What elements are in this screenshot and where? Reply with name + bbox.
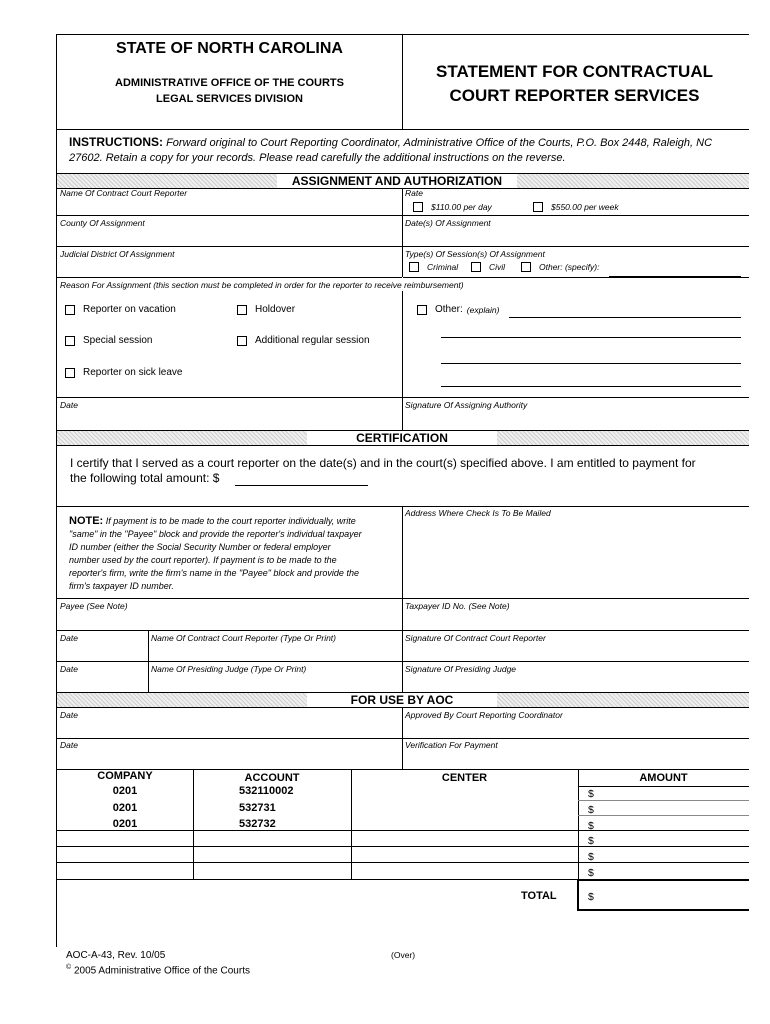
sick-leave-option[interactable] [65, 367, 183, 378]
row-line [57, 215, 749, 216]
header-divider [402, 35, 403, 129]
holdover-label: Holdover [255, 304, 296, 315]
county-label: County Of Assignment [60, 218, 145, 228]
amount-row-2[interactable]: $ [588, 804, 594, 816]
amount-row-4[interactable]: $ [588, 835, 594, 847]
vacation-checkbox[interactable] [65, 305, 75, 315]
row-line [57, 738, 749, 739]
reason-label: Reason For Assignment (this section must be completed in order for the reporter to receive reimbursement) [60, 280, 464, 290]
civil-label: Civil [489, 262, 506, 272]
note-label: NOTE: [69, 515, 104, 527]
copyright-text: 2005 Administrative Office of the Courts [73, 965, 250, 977]
certify-text-2: the following total amount: $ [70, 471, 220, 485]
header-bottom-line [57, 129, 749, 130]
approved-by-label: Approved By Court Reporting Coordinator [405, 710, 563, 720]
aoc-date-label-1: Date [60, 710, 78, 720]
office-name: ADMINISTRATIVE OFFICE OF THE COURTS [115, 77, 344, 89]
special-session-option[interactable] [65, 335, 152, 346]
explain-line-2[interactable] [441, 337, 741, 338]
payee-label: Payee (See Note) [60, 601, 128, 611]
assigning-authority-signature-label: Signature Of Assigning Authority [405, 400, 528, 410]
explain-line-1[interactable] [509, 317, 741, 318]
row-line [57, 506, 749, 507]
explain-line-4[interactable] [441, 386, 741, 387]
col-account: ACCOUNT [244, 772, 300, 784]
district-label: Judicial District Of Assignment [60, 249, 175, 259]
special-session-label: Special session [83, 335, 153, 346]
note-line-3: ID number (either the Social Security Number or federal employer [69, 542, 331, 552]
note-line-5: reporter's firm, write the firm's name in the "Payee" block and provide the [69, 568, 359, 578]
certify-text-1: I certify that I served as a court reporter on the date(s) and in the court(s) specified above. I am entitled to payment for [70, 456, 696, 470]
amount-row-line [578, 800, 749, 801]
row-2-company: 0201 [112, 802, 138, 814]
reason-gap [402, 277, 403, 291]
row-line [57, 661, 749, 662]
rate-week-option[interactable] [533, 202, 619, 212]
civil-option[interactable] [471, 262, 505, 272]
row-line [57, 277, 749, 278]
rate-label: Rate [405, 188, 423, 198]
form-id: AOC-A-43, Rev. 10/05 [66, 950, 166, 961]
amount-row-5[interactable]: $ [588, 851, 594, 863]
assignment-divider [402, 189, 403, 430]
row-line [57, 246, 749, 247]
assignment-section-title: ASSIGNMENT AND AUTHORIZATION [277, 174, 517, 188]
reporter-signature-label: Signature Of Contract Court Reporter [405, 633, 546, 643]
criminal-label: Criminal [427, 262, 459, 272]
copyright-symbol: © [66, 964, 72, 971]
total-amount-line[interactable] [235, 485, 368, 486]
additional-session-checkbox[interactable] [237, 336, 247, 346]
sick-leave-label: Reporter on sick leave [83, 367, 183, 378]
row-3-company: 0201 [112, 818, 138, 830]
col-company: COMPANY [97, 770, 153, 782]
state-name: STATE OF NORTH CAROLINA [116, 40, 343, 57]
vacation-option[interactable] [65, 304, 176, 315]
aoc-section-title: FOR USE BY AOC [307, 693, 497, 707]
session-types-label: Type(s) Of Session(s) Of Assignment [405, 249, 545, 259]
row-1-company: 0201 [112, 785, 138, 797]
table-row-line [57, 862, 749, 863]
civil-checkbox[interactable] [471, 262, 481, 272]
dates-label: Date(s) Of Assignment [405, 218, 491, 228]
other-reason-checkbox[interactable] [417, 305, 427, 315]
payee-note [69, 515, 401, 593]
over-label: (Over) [391, 950, 416, 960]
form-title-line2: COURT REPORTER SERVICES [449, 86, 700, 105]
note-line-2: "same" in the "Payee" block and provide the reporter's individual taxpayer [69, 529, 362, 539]
additional-session-option[interactable] [237, 335, 370, 346]
certification-divider [402, 506, 403, 692]
rate-day-option[interactable] [413, 202, 492, 212]
other-session-option[interactable] [521, 262, 599, 272]
row-line [57, 397, 749, 398]
sick-leave-checkbox[interactable] [65, 368, 75, 378]
total-label: TOTAL [521, 890, 557, 902]
taxpayer-id-label: Taxpayer ID No. (See Note) [405, 601, 510, 611]
row-1-account: 532110002 [239, 785, 294, 797]
form-title-line1: STATEMENT FOR CONTRACTUAL [435, 62, 713, 81]
col-center: CENTER [441, 772, 488, 784]
criminal-option[interactable] [409, 262, 458, 272]
note-line-4: number used by the court reporter). If payment is to be made to the [69, 555, 337, 565]
amount-row-line [578, 815, 749, 816]
form-frame [56, 34, 749, 977]
criminal-checkbox[interactable] [409, 262, 419, 272]
explain-label: (explain) [466, 304, 500, 315]
judge-name-print-label: Name Of Presiding Judge (Type Or Print) [151, 664, 307, 674]
rate-week-checkbox[interactable] [533, 202, 543, 212]
row-2-account: 532731 [239, 802, 276, 814]
row-line [57, 630, 749, 631]
instructions-text-1: Forward original to Court Reporting Coordinator, Administrative Office of the Courts, P.O. Box 2448, Raleigh, NC [166, 137, 713, 149]
address-label: Address Where Check Is To Be Mailed [405, 508, 551, 518]
amount-header-line [578, 786, 749, 787]
instructions-text-2: 27602. Retain a copy for your records. Please read carefully the additional instructions on the reverse. [69, 152, 566, 164]
verification-label: Verification For Payment [405, 740, 498, 750]
judge-signature-label: Signature Of Presiding Judge [405, 664, 517, 674]
division-name: LEGAL SERVICES DIVISION [156, 93, 303, 105]
copyright [66, 964, 250, 976]
reporter-date-label: Date [60, 633, 78, 643]
rate-day-label: $110.00 per day [431, 202, 492, 212]
special-session-checkbox[interactable] [65, 336, 75, 346]
row-3-account: 532732 [239, 818, 276, 830]
instructions-label: INSTRUCTIONS: [69, 135, 163, 149]
amount-row-1[interactable]: $ [588, 788, 594, 800]
table-row-line [57, 830, 749, 831]
note-line-1: If payment is to be made to the court reporter individually, write [105, 516, 356, 526]
assignment-date-label: Date [60, 400, 78, 410]
amount-row-6[interactable]: $ [588, 867, 594, 879]
total-amount[interactable]: $ [588, 891, 594, 903]
table-row-line [57, 846, 749, 847]
certification-section-title: CERTIFICATION [307, 431, 497, 445]
other-session-label: Other: (specify): [539, 262, 600, 272]
judge-date-label: Date [60, 664, 78, 674]
aoc-date-label-2: Date [60, 740, 78, 750]
other-reason-option[interactable] [417, 304, 499, 315]
other-reason-label: Other: [435, 304, 463, 315]
reporter-name-label: Name Of Contract Court Reporter [60, 188, 188, 198]
explain-line-3[interactable] [441, 363, 741, 364]
col-amount: AMOUNT [639, 772, 688, 784]
reporter-name-print-label: Name Of Contract Court Reporter (Type Or Print) [151, 633, 337, 643]
note-line-6: firm's taxpayer ID number. [69, 581, 174, 591]
holdover-checkbox[interactable] [237, 305, 247, 315]
additional-session-label: Additional regular session [255, 335, 370, 346]
total-box[interactable] [577, 879, 749, 911]
rate-week-label: $550.00 per week [551, 202, 619, 212]
vacation-label: Reporter on vacation [83, 304, 176, 315]
rate-day-checkbox[interactable] [413, 202, 423, 212]
row-line [57, 598, 749, 599]
holdover-option[interactable] [237, 304, 295, 315]
other-session-checkbox[interactable] [521, 262, 531, 272]
instructions [69, 135, 749, 166]
amount-row-3[interactable]: $ [588, 820, 594, 832]
